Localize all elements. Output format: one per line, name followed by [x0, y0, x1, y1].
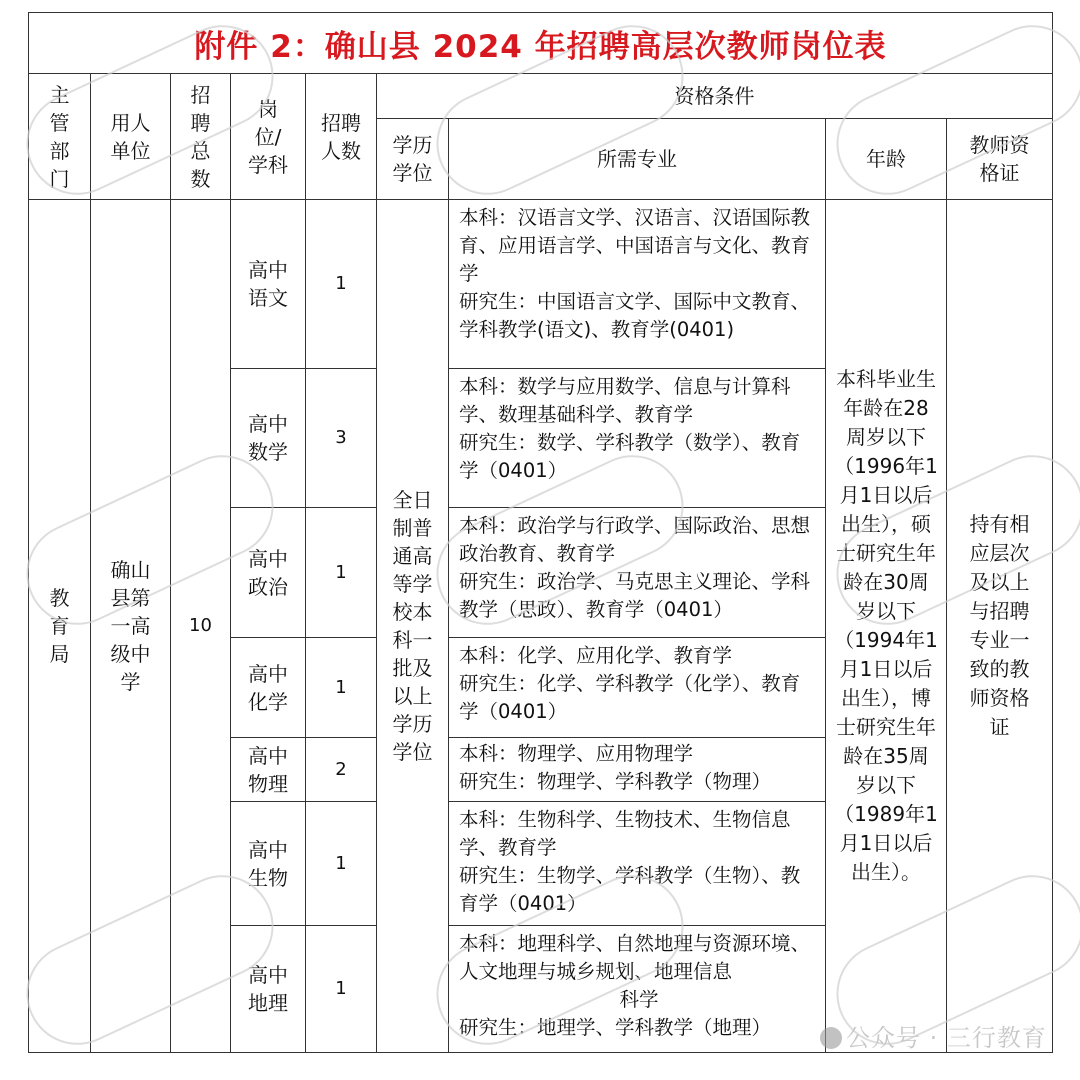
- header-total-label: 招聘总数: [190, 82, 211, 191]
- post-value: 高中数学: [248, 412, 288, 464]
- undergrad-majors: 本科：地理科学、自然地理与资源环境、人文地理与城乡规划、地理信息: [459, 932, 811, 983]
- age-cell: [826, 200, 947, 1053]
- header-dept-label: 主管部门: [49, 82, 70, 191]
- dept-cell: [29, 200, 91, 1053]
- header-post-label: 岗位/学科: [248, 96, 288, 177]
- total-cell: 10: [171, 200, 231, 1053]
- dept-value: 教育局: [49, 586, 70, 666]
- header-certificate-label: 教师资格证: [969, 133, 1030, 185]
- header-unit: [91, 74, 171, 200]
- footer-watermark: [820, 1018, 1047, 1053]
- post-value: 高中语文: [248, 258, 288, 310]
- header-education: [377, 119, 449, 200]
- undergrad-majors: 本科：物理学、应用物理学: [459, 742, 694, 765]
- undergrad-majors: 本科：数学与应用数学、信息与计算科学、数理基础科学、教育学: [459, 375, 791, 426]
- header-qualifications: 资格条件: [377, 74, 1053, 119]
- certificate-value: 持有相应层次及以上与招聘专业一致的教师资格证: [969, 512, 1030, 739]
- header-certificate: [947, 119, 1053, 200]
- majors-cell: [449, 200, 826, 369]
- post-value: 高中生物: [248, 837, 288, 890]
- count-cell: 1: [306, 200, 377, 369]
- undergrad-majors: 本科：政治学与行政学、国际政治、思想政治教育、教育学: [459, 514, 811, 565]
- header-age: 年龄: [826, 119, 947, 200]
- certificate-cell: [947, 200, 1053, 1053]
- post-cell: [231, 802, 306, 926]
- count-cell: 3: [306, 369, 377, 508]
- post-cell: [231, 369, 306, 508]
- unit-cell: [91, 200, 171, 1053]
- grad-majors: 研究生：数学、学科教学（数学）、教育学（0401）: [459, 431, 801, 482]
- post-value: 高中地理: [248, 963, 288, 1015]
- header-unit-label: 用人单位: [110, 110, 151, 163]
- grad-majors: 研究生：物理学、学科教学（物理）: [459, 770, 772, 793]
- grad-majors: 研究生：生物学、学科教学（生物）、教育学（0401）: [459, 864, 801, 915]
- age-value: 本科毕业生年龄在28周岁以下（1996年1月1日以后出生），硕士研究生年龄在30周岁以下（1994年1月1日以后出生），博士研究生年龄在35周岁以下（1989年1月1日以后出生）。: [834, 367, 938, 884]
- header-count-label: 招聘人数: [321, 110, 361, 163]
- count-cell: 1: [306, 802, 377, 926]
- count-cell: 1: [306, 508, 377, 638]
- header-total: [171, 74, 231, 200]
- post-cell: [231, 508, 306, 638]
- undergrad-majors: 本科：汉语言文学、汉语言、汉语国际教育、应用语言学、中国语言与文化、教育学: [459, 206, 811, 285]
- grad-majors: 研究生：中国语言文学、国际中文教育、学科教学(语文)、教育学(0401): [459, 290, 811, 341]
- undergrad-majors: 本科：生物科学、生物技术、生物信息学、教育学: [459, 808, 791, 859]
- post-value: 高中物理: [248, 743, 288, 796]
- post-cell: [231, 926, 306, 1053]
- header-count: [306, 74, 377, 200]
- majors-cell: [449, 508, 826, 638]
- grad-majors: 研究生：地理学、学科教学（地理）: [459, 1016, 772, 1039]
- post-value: 高中化学: [248, 661, 288, 714]
- post-value: 高中政治: [248, 546, 288, 599]
- grad-majors: 研究生：化学、学科教学（化学）、教育学（0401）: [459, 672, 801, 723]
- count-cell: 1: [306, 638, 377, 738]
- header-education-label: 学历学位: [392, 133, 433, 185]
- count-cell: 1: [306, 926, 377, 1053]
- post-cell: [231, 638, 306, 738]
- education-value: 全日制普通高等学校本科一批及以上学历学位: [392, 488, 433, 764]
- header-post: [231, 74, 306, 200]
- page-title: 附件 2：确山县 2024 年招聘高层次教师岗位表: [29, 13, 1053, 74]
- majors-cell: [449, 638, 826, 738]
- footer-watermark-text: 公众号 · 三行教育: [846, 1024, 1047, 1052]
- majors-cell: [449, 738, 826, 802]
- post-cell: [231, 200, 306, 369]
- education-cell: [377, 200, 449, 1053]
- post-cell: [231, 738, 306, 802]
- majors-cell: [449, 369, 826, 508]
- majors-cell: [449, 802, 826, 926]
- header-majors: 所需专业: [449, 119, 826, 200]
- undergrad-majors-continued: 科学: [619, 988, 659, 1011]
- undergrad-majors: 本科：化学、应用化学、教育学: [459, 644, 733, 667]
- unit-value: 确山县第一高级中学: [110, 558, 151, 694]
- majors-cell: [449, 926, 826, 1053]
- wechat-icon: [820, 1027, 842, 1049]
- grad-majors: 研究生：政治学、马克思主义理论、学科教学（思政）、教育学（0401）: [459, 570, 811, 621]
- teacher-positions-table: [28, 12, 1053, 1053]
- header-dept: [29, 74, 91, 200]
- count-cell: 2: [306, 738, 377, 802]
